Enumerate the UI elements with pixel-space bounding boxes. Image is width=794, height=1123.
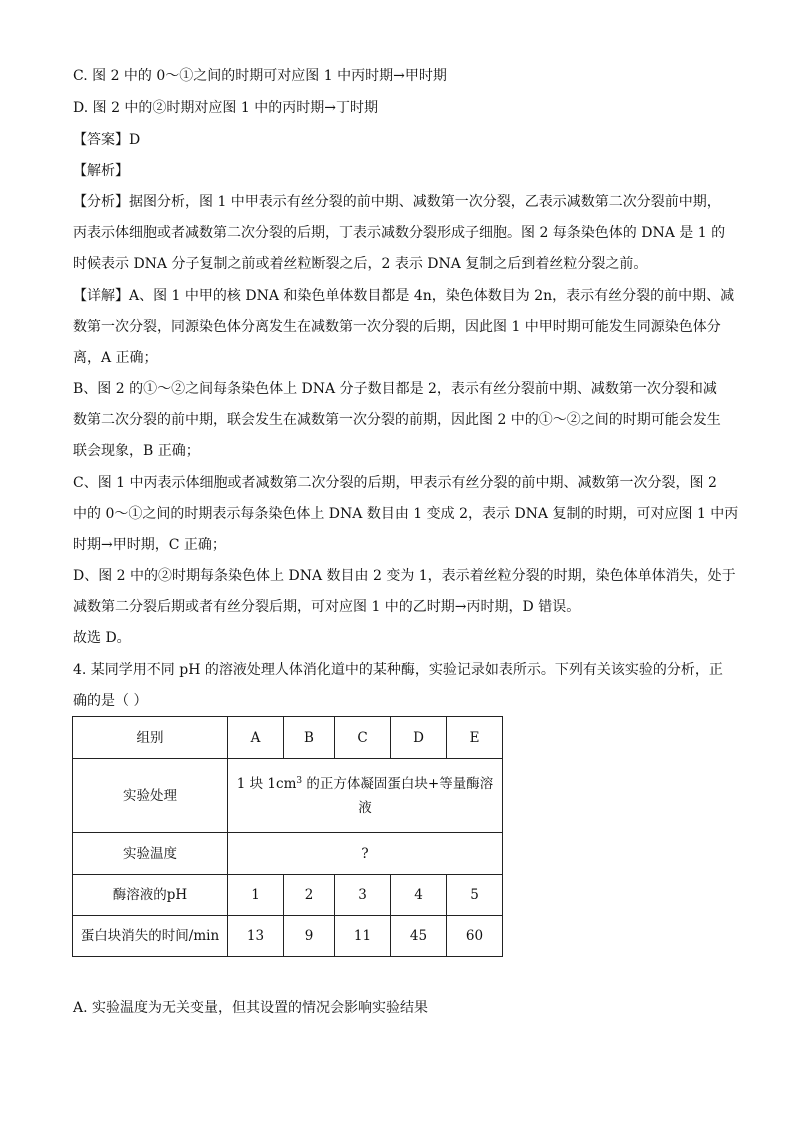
analysis-heading: 【解析】 — [73, 163, 129, 179]
answer-line: 【答案】D — [73, 132, 141, 148]
option-d: D. 图 2 中的②时期对应图 1 中的丙时期→丁时期 — [73, 100, 378, 116]
conclusion-line: 故选 D。 — [73, 630, 131, 646]
treatment-line-1: 1 块 $1cm^3$ 的正方体凝固蛋白块+等量酶溶 — [236, 775, 494, 792]
treatment-cell — [228, 759, 503, 833]
table-header-cell: A — [228, 717, 284, 759]
detail-text-line: 【详解】A、图 1 中甲的核 DNA 和染色单体数目都是 4n，染色体数目为 2n，表示有丝分裂的前中期、减 — [73, 288, 735, 304]
analysis-text-line: 时候表示 DNA 分子复制之前或着丝粒断裂之后，2 表示 DNA 复制之后到着丝粒分裂之前。 — [73, 256, 648, 272]
detail-text-line: C、图 1 中丙表示体细胞或者减数第二次分裂的后期，甲表示有丝分裂的前中期、减数第一次分裂，图 2 — [73, 475, 717, 491]
table-cell: 11 — [335, 916, 391, 957]
table-row — [73, 875, 503, 916]
detail-text-line: 中的 0～①之间的时期表示每条染色体上 DNA 数目由 1 变成 2，表示 DNA 复制的时期，可对应图 1 中丙 — [73, 506, 739, 522]
table-cell: 45 — [391, 916, 447, 957]
table-row-label: 蛋白块消失的时间/min — [73, 916, 228, 957]
question-4-stem: 确的是（ ） — [73, 693, 148, 709]
table-row-label: 酶溶液的pH — [73, 875, 228, 916]
temperature-cell: ? — [228, 833, 503, 875]
table-cell: 2 — [284, 875, 335, 916]
table-row-label: 实验处理 — [73, 759, 228, 833]
table-header-cell: B — [284, 717, 335, 759]
table-row — [73, 717, 503, 759]
detail-text-line: 离，A 正确； — [73, 350, 158, 366]
table-cell: 9 — [284, 916, 335, 957]
analysis-text-line: 【分析】据图分析，图 1 中甲表示有丝分裂的前中期、减数第一次分裂，乙表示减数第二次分裂前中期， — [73, 194, 721, 210]
option-a: A. 实验温度为无关变量，但其设置的情况会影响实验结果 — [73, 1000, 429, 1016]
question-4-stem: 4. 某同学用不同 pH 的溶液处理人体消化道中的某种酶，实验记录如表所示。下列有关该实验的分析，正 — [73, 662, 723, 678]
detail-text-line: 减数第二分裂后期或者有丝分裂后期，可对应图 1 中的乙时期→丙时期，D 错误。 — [73, 599, 581, 615]
table-header-cell: D — [391, 717, 447, 759]
detail-text-line: 数第一次分裂，同源染色体分离发生在减数第一次分裂的后期，因此图 1 中甲时期可能发生同源染色体分 — [73, 319, 721, 335]
detail-text-line: D、图 2 中的②时期每条染色体上 DNA 数目由 2 变为 1，表示着丝粒分裂的时期，染色体单体消失，处于 — [73, 568, 736, 584]
table-header-cell: E — [447, 717, 503, 759]
table-row — [73, 833, 503, 875]
table-row — [73, 916, 503, 957]
table-cell: 5 — [447, 875, 503, 916]
experiment-table — [72, 716, 503, 957]
detail-text-line: 数第二次分裂的前中期，联会发生在减数第一次分裂的前期，因此图 2 中的①～②之间的时期可能会发生 — [73, 412, 721, 428]
detail-text-line: 时期→甲时期，C 正确； — [73, 537, 226, 553]
table-cell: 60 — [447, 916, 503, 957]
detail-text-line: 联会现象，B 正确； — [73, 443, 200, 459]
table-header-cell: 组别 — [73, 717, 228, 759]
treatment-line-2: 液 — [358, 799, 372, 816]
option-c: C. 图 2 中的 0～①之间的时期可对应图 1 中丙时期→甲时期 — [73, 68, 447, 84]
table-cell: 4 — [391, 875, 447, 916]
table-header-cell: C — [335, 717, 391, 759]
table-cell: 13 — [228, 916, 284, 957]
table-row — [73, 759, 503, 833]
table-cell: 3 — [335, 875, 391, 916]
analysis-text-line: 丙表示体细胞或者减数第二次分裂的后期，丁表示减数分裂形成子细胞。图 2 每条染色体的 DNA 是 1 的 — [73, 225, 726, 241]
table-cell: 1 — [228, 875, 284, 916]
table-row-label: 实验温度 — [73, 833, 228, 875]
detail-text-line: B、图 2 的①～②之间每条染色体上 DNA 分子数目都是 2，表示有丝分裂前中期、减数第一次分裂和减 — [73, 381, 717, 397]
